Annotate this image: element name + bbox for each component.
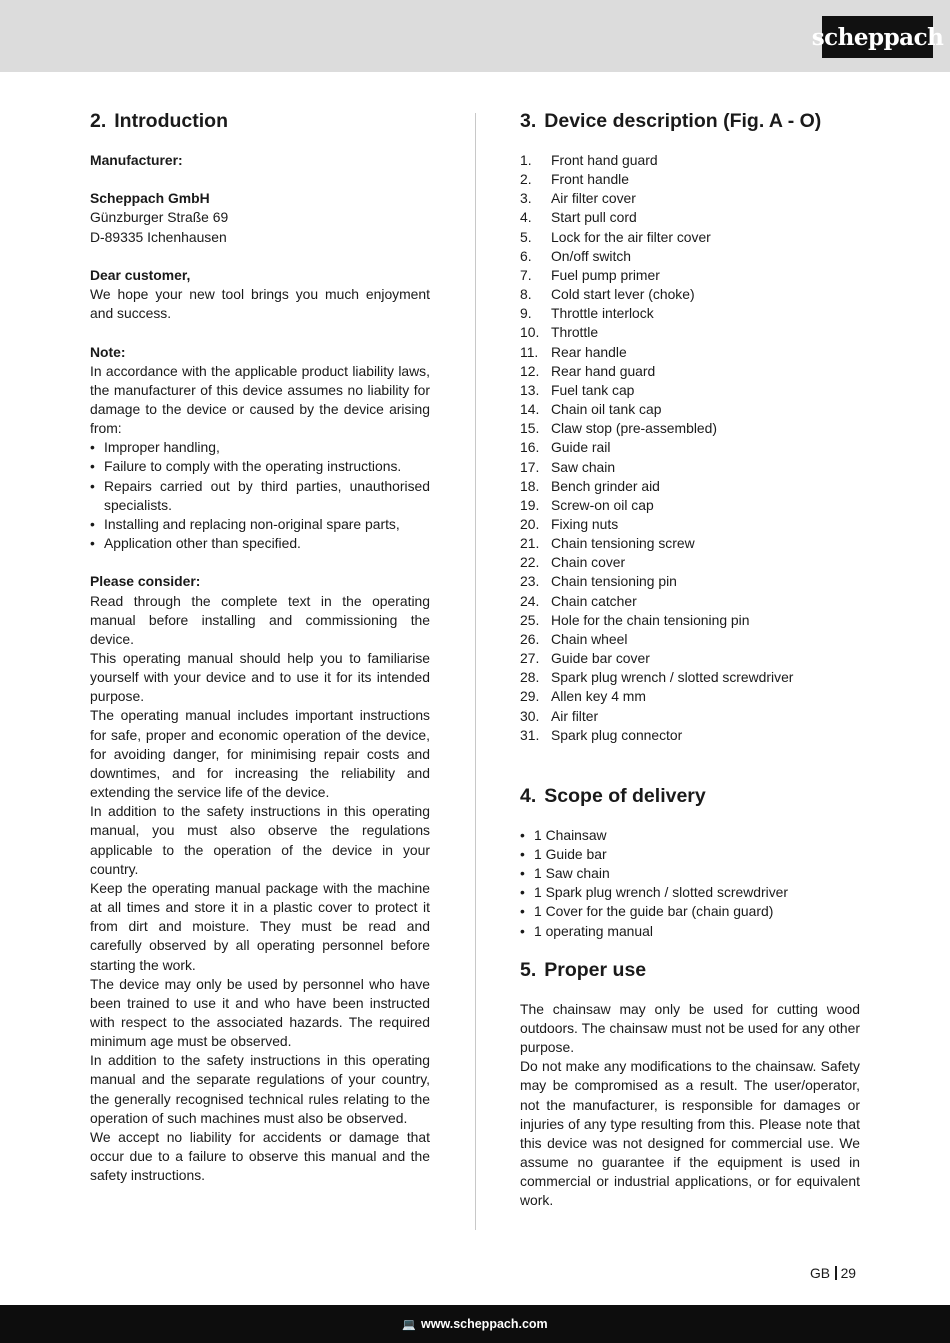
page-number-value: 29 xyxy=(840,1265,857,1281)
list-item xyxy=(520,362,860,381)
item-number: 4. xyxy=(520,209,532,226)
section-number: 4. xyxy=(520,784,537,807)
item-label: Start pull cord xyxy=(551,209,637,226)
list-item xyxy=(520,611,860,630)
item-label: Screw-on oil cap xyxy=(551,496,654,513)
item-label: Rear handle xyxy=(551,343,627,360)
list-item xyxy=(520,228,860,247)
list-item xyxy=(520,285,860,304)
list-item: • 1 Spark plug wrench / slotted screwdriver xyxy=(520,883,860,902)
list-item xyxy=(520,400,860,419)
item-label: Chain oil tank cap xyxy=(551,401,662,418)
list-item: • 1 operating manual xyxy=(520,922,860,941)
item-number: 28. xyxy=(520,669,540,686)
note-label: Note: xyxy=(90,343,126,360)
list-item xyxy=(520,649,860,668)
item-number: 5. xyxy=(520,228,532,245)
company-street: Günzburger Straße 69 xyxy=(90,209,229,226)
page-number xyxy=(810,1265,856,1281)
list-item: • 1 Cover for the guide bar (chain guard) xyxy=(520,902,860,921)
website-link[interactable]: www.scheppach.com xyxy=(421,1317,548,1331)
item-label: Hole for the chain tensioning pin xyxy=(551,611,750,628)
list-item: • Installing and replacing non-original spare parts, xyxy=(90,515,430,534)
list-item xyxy=(520,151,860,170)
item-number: 9. xyxy=(520,305,532,322)
list-item xyxy=(520,438,860,457)
list-item xyxy=(520,515,860,534)
column-divider xyxy=(475,113,476,1230)
item-label: Rear hand guard xyxy=(551,362,656,379)
header-band xyxy=(0,0,950,72)
please-consider-label: Please consider: xyxy=(90,573,201,590)
item-number: 6. xyxy=(520,247,532,264)
section-number: 3. xyxy=(520,110,537,132)
delivery-list xyxy=(520,826,860,941)
list-item xyxy=(520,592,860,611)
item-number: 17. xyxy=(520,458,540,475)
item-label: Allen key 4 mm xyxy=(551,688,646,705)
list-item xyxy=(520,477,860,496)
item-label: Claw stop (pre-assembled) xyxy=(551,420,717,437)
item-label: Throttle xyxy=(551,324,599,341)
section-title: Scope of delivery xyxy=(544,784,706,807)
list-item xyxy=(520,572,860,591)
right-column xyxy=(520,107,860,1211)
note-text: In accordance with the applicable product liability laws, the manufacturer of this device assumes no liability for damage to the device or caused by the device arising from: xyxy=(90,362,430,437)
item-label: Front hand guard xyxy=(551,152,658,168)
item-label: On/off switch xyxy=(551,247,632,264)
item-label: Air filter cover xyxy=(551,190,636,207)
list-item xyxy=(520,381,860,400)
item-label: Chain cover xyxy=(551,554,626,571)
item-label: Cold start lever (choke) xyxy=(551,286,695,303)
item-number: 14. xyxy=(520,401,540,418)
consider-paragraph: In addition to the safety instructions in this operating manual and the separate regulations of your country, the generally recognised technical rules relating to the operation of such machines must also be observed. xyxy=(90,1052,430,1126)
item-number: 3. xyxy=(520,190,532,207)
list-item xyxy=(520,419,860,438)
item-label: Chain tensioning pin xyxy=(551,573,677,590)
footer-bar xyxy=(0,1305,950,1343)
list-item xyxy=(520,323,860,342)
list-item: • Application other than specified. xyxy=(90,534,430,553)
item-number: 29. xyxy=(520,688,540,705)
language-code: GB xyxy=(810,1265,831,1281)
list-item xyxy=(520,553,860,572)
item-number: 16. xyxy=(520,439,540,456)
list-item xyxy=(520,630,860,649)
item-number: 13. xyxy=(520,381,540,398)
consider-paragraph: Keep the operating manual package with the machine at all times and store it in a plastic cover to protect it from dirt and moisture. They must be read and carefully observed by all operating personnel before starting the work. xyxy=(90,879,430,973)
list-item xyxy=(520,458,860,477)
item-number: 15. xyxy=(520,420,540,437)
item-number: 19. xyxy=(520,496,540,513)
consider-paragraph: This operating manual should help you to familiarise yourself with your device and to use it for its intended purpose. xyxy=(90,650,430,705)
item-label: Guide rail xyxy=(551,439,611,456)
dear-customer-text: We hope your new tool brings you much enjoyment and success. xyxy=(90,286,430,322)
item-number: 26. xyxy=(520,630,540,647)
item-number: 22. xyxy=(520,554,540,571)
item-label: Chain tensioning screw xyxy=(551,535,695,552)
company-city: D-89335 Ichenhausen xyxy=(90,228,227,245)
consider-paragraph: Read through the complete text in the operating manual before installing and commissioning the device. xyxy=(90,592,430,647)
item-label: Fixing nuts xyxy=(551,515,619,532)
item-number: 18. xyxy=(520,477,540,494)
list-item xyxy=(520,247,860,266)
consider-paragraph: The operating manual includes important instructions for safe, proper and economic operation of the device, for avoiding danger, for minimising repair costs and downtimes, and for increasing the reliability and extending the service life of the device. xyxy=(90,707,430,801)
item-number: 1. xyxy=(520,152,532,168)
consider-paragraph: We accept no liability for accidents or damage that occur due to a failure to observe this manual and the safety instructions. xyxy=(90,1128,430,1184)
item-label: Spark plug connector xyxy=(551,726,683,743)
item-number: 10. xyxy=(520,324,540,341)
left-column xyxy=(90,107,430,1185)
item-number: 23. xyxy=(520,573,540,590)
manufacturer-label: Manufacturer: xyxy=(90,152,183,168)
list-item: • 1 Guide bar xyxy=(520,845,860,864)
section-number: 5. xyxy=(520,958,537,981)
list-item xyxy=(520,343,860,362)
proper-use-heading xyxy=(520,956,860,984)
scope-of-delivery-heading xyxy=(520,782,860,810)
proper-use-paragraph: Do not make any modifications to the chainsaw. Safety may be compromised as a result. The user/operator, not the manufacturer, is responsible for damages or injuries of any type resulting from this. Please note that this device was not designed for commercial use. We assume no guarantee if the equipment is used in commercial or industrial applications, or for equivalent work. xyxy=(520,1058,860,1209)
item-number: 24. xyxy=(520,592,540,609)
list-item xyxy=(520,304,860,323)
list-item xyxy=(520,496,860,515)
list-item xyxy=(520,707,860,726)
list-item xyxy=(520,687,860,706)
consider-paragraph: In addition to the safety instructions in this operating manual, you must also observe the regulations applicable to the operation of the device in your country. xyxy=(90,803,430,877)
list-item xyxy=(520,208,860,227)
item-label: Spark plug wrench / slotted screwdriver xyxy=(551,669,794,686)
logo-text: scheppach xyxy=(811,23,944,51)
item-number: 8. xyxy=(520,286,532,303)
dear-customer-label: Dear customer, xyxy=(90,266,191,283)
introduction-heading xyxy=(90,107,430,135)
item-label: Air filter xyxy=(551,707,599,724)
consider-paragraph: The device may only be used by personnel who have been trained to use it and who have been instructed with respect to the associated hazards. The required minimum age must be observed. xyxy=(90,975,430,1050)
item-number: 21. xyxy=(520,535,540,552)
item-number: 11. xyxy=(520,343,539,360)
list-item xyxy=(520,668,860,687)
item-label: Chain catcher xyxy=(551,592,637,609)
note-bullet-list xyxy=(90,438,430,553)
list-item xyxy=(520,266,860,285)
list-item: • 1 Chainsaw xyxy=(520,826,860,845)
item-label: Saw chain xyxy=(551,458,616,475)
item-number: 27. xyxy=(520,650,540,667)
item-number: 2. xyxy=(520,171,532,188)
list-item xyxy=(520,726,860,745)
list-item xyxy=(520,534,860,553)
proper-use-paragraph: The chainsaw may only be used for cutting wood outdoors. The chainsaw must not be used for any other purpose. xyxy=(520,1000,860,1056)
scheppach-logo xyxy=(811,16,944,58)
page-number-separator xyxy=(835,1266,837,1280)
item-number: 20. xyxy=(520,515,540,532)
item-number: 12. xyxy=(520,362,540,379)
item-label: Fuel pump primer xyxy=(551,266,660,283)
item-number: 7. xyxy=(520,266,532,283)
section-title: Proper use xyxy=(544,958,647,981)
item-number: 31. xyxy=(520,726,540,743)
section-title: Device description (Fig. A - O) xyxy=(544,110,822,132)
list-item xyxy=(520,189,860,208)
parts-list xyxy=(520,151,860,745)
item-label: Lock for the air filter cover xyxy=(551,228,711,245)
item-label: Throttle interlock xyxy=(551,305,654,322)
device-description-heading xyxy=(520,107,860,135)
item-number: 30. xyxy=(520,707,540,724)
item-label: Bench grinder aid xyxy=(551,477,660,494)
list-item: • 1 Saw chain xyxy=(520,864,860,883)
list-item: • Improper handling, xyxy=(90,438,430,457)
item-label: Guide bar cover xyxy=(551,650,650,667)
laptop-icon: 💻 xyxy=(402,1318,417,1331)
section-title: Introduction xyxy=(114,110,228,132)
item-label: Front handle xyxy=(551,171,629,188)
section-number: 2. xyxy=(90,110,107,132)
list-item: • Repairs carried out by third parties, unauthorised specialists. xyxy=(90,477,430,515)
company-name: Scheppach GmbH xyxy=(90,190,210,207)
list-item xyxy=(520,170,860,189)
list-item: • Failure to comply with the operating instructions. xyxy=(90,457,430,476)
item-label: Fuel tank cap xyxy=(551,381,635,398)
item-number: 25. xyxy=(520,611,540,628)
item-label: Chain wheel xyxy=(551,630,628,647)
